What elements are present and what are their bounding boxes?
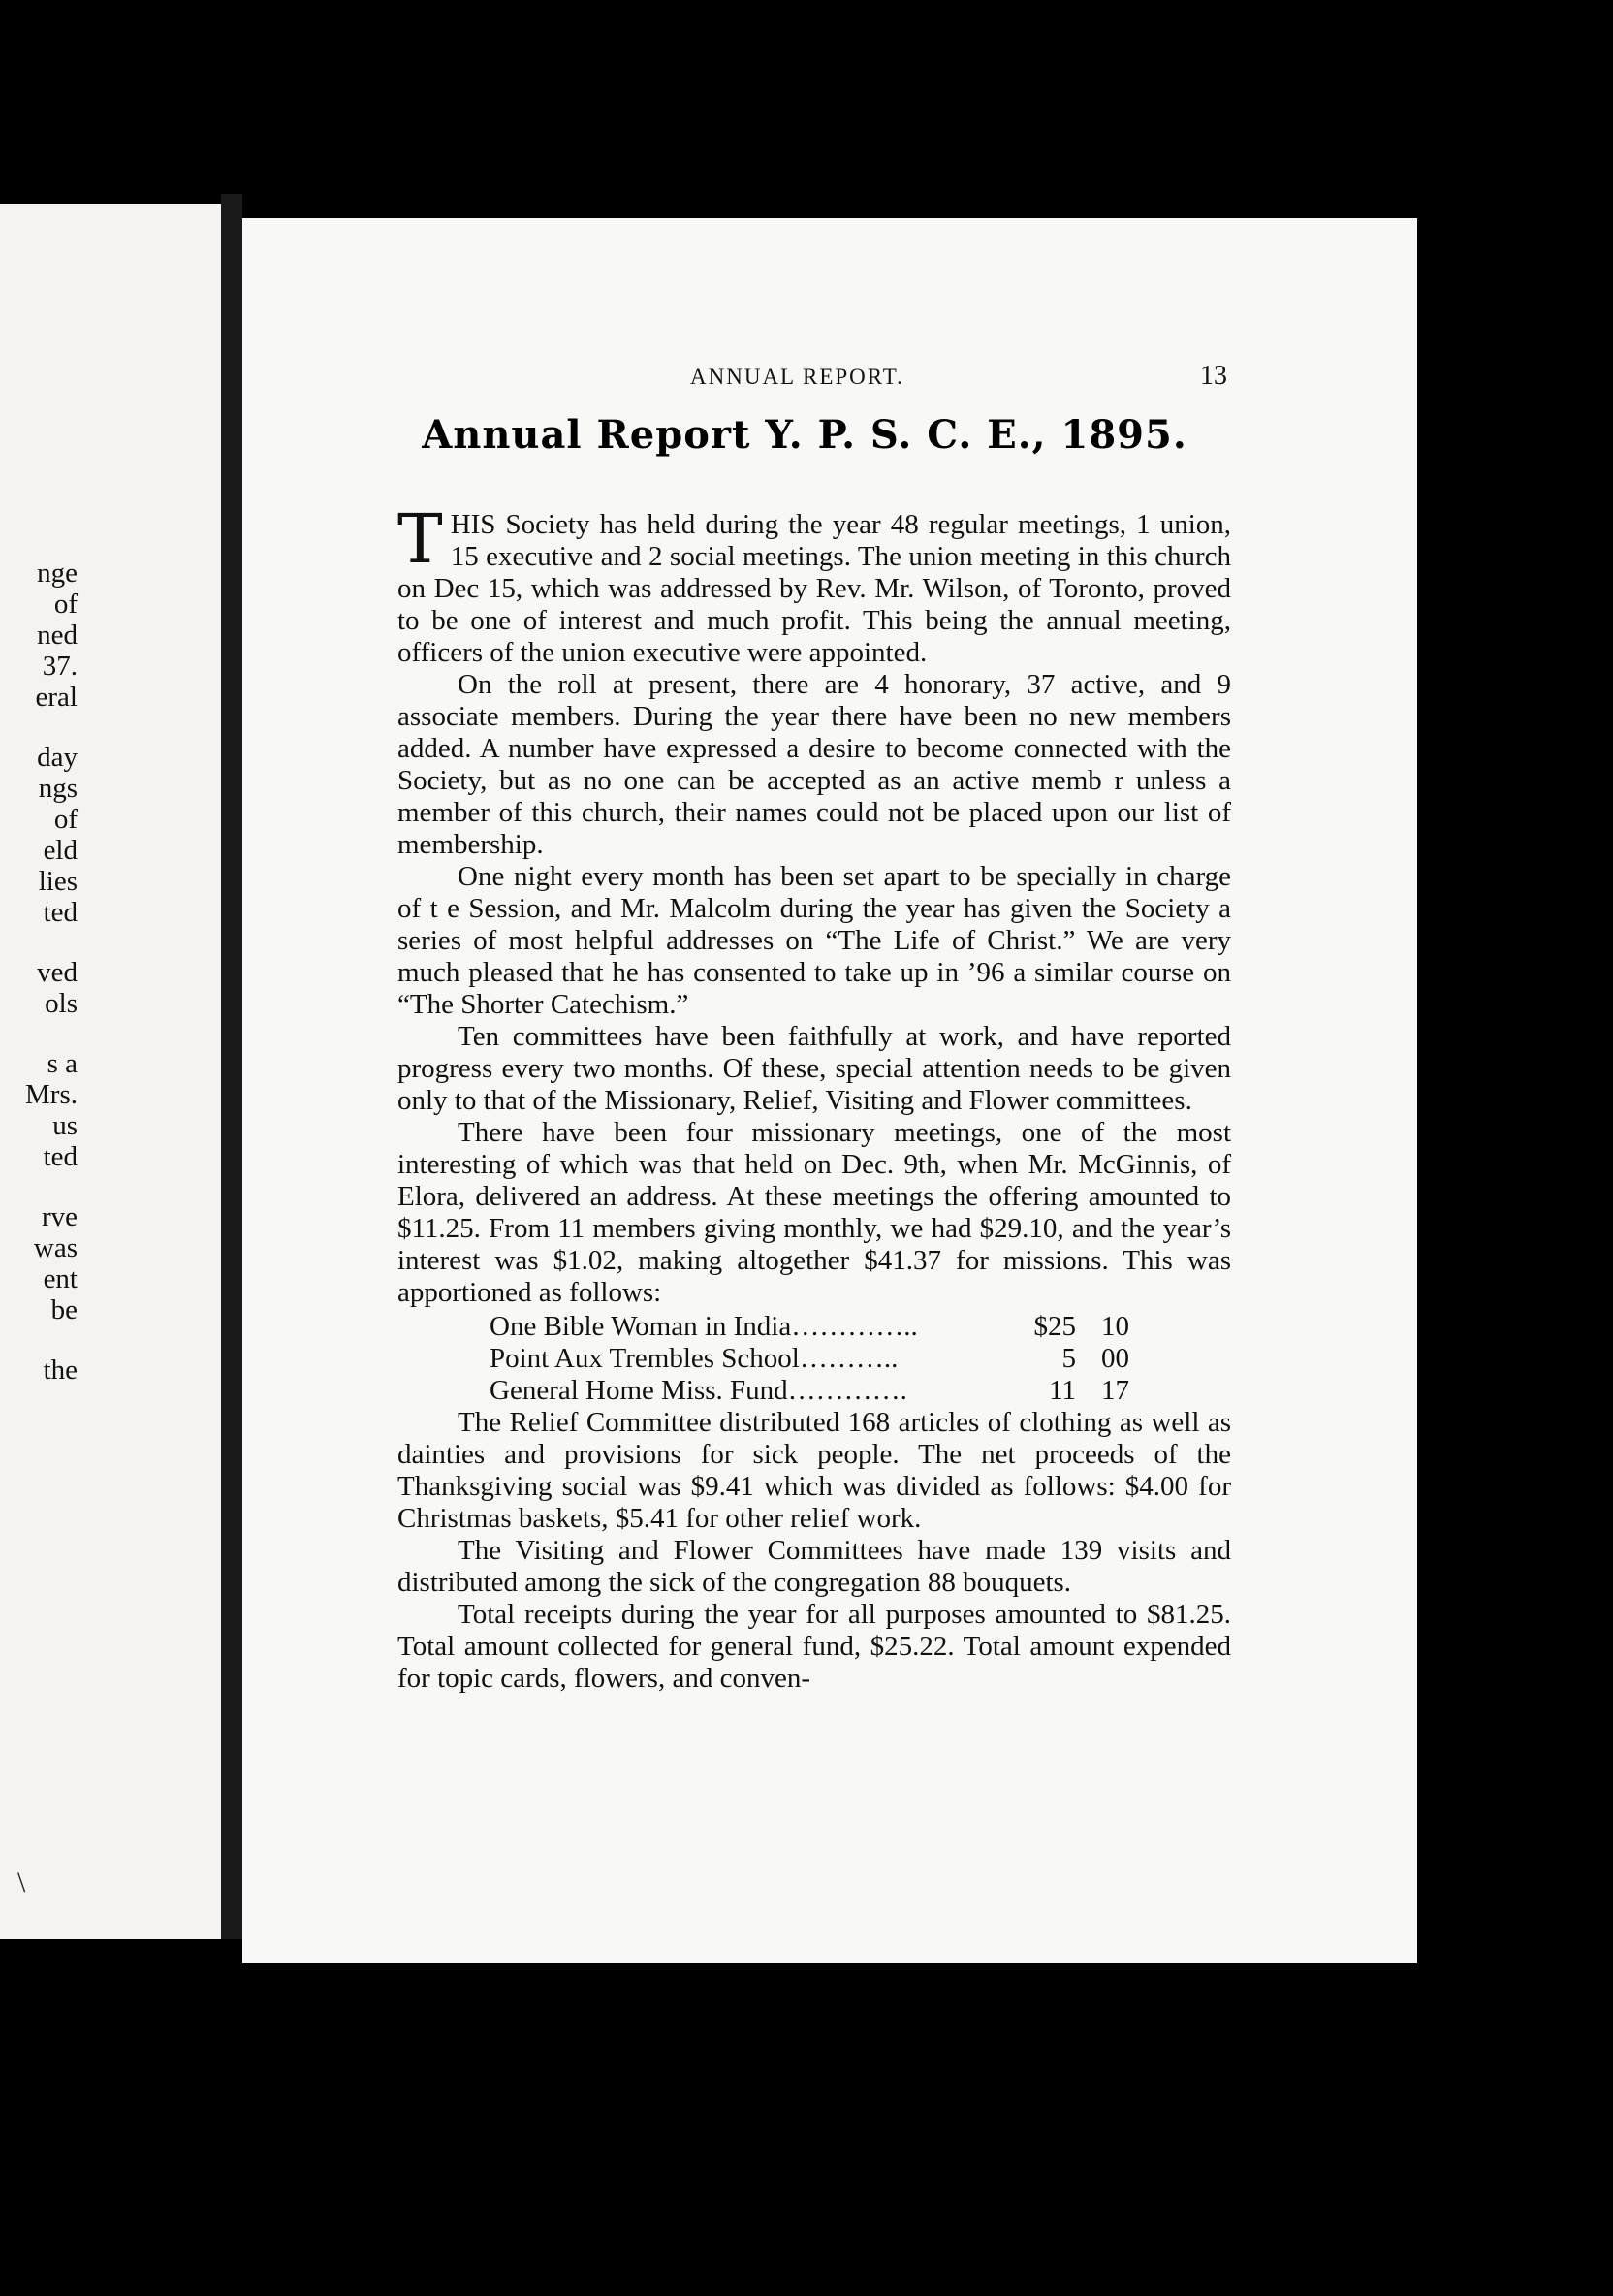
left-page-fragment: ned — [37, 620, 78, 651]
paragraph-membership: On the roll at present, there are 4 honorary, 37 active, and 9 associate members. During the year there have been no new members added. A number have expressed a desire to become connected with the Society, but as no one can be accepted as an active memb r unless a member of this church, their names could not be placed upon our list of membership. — [397, 669, 1231, 860]
pencil-mark: \ — [17, 1866, 26, 1898]
left-page-fragment: eral — [35, 682, 78, 713]
page-title: Annual Report Y. P. S. C. E., 1895. — [422, 412, 1187, 458]
paragraph-committees: Ten committees have been faithfully at work, and have reported progress every two months. Of these, special attention needs to be given only to that of the Missionary, Relief, Visiting and Flower committees. — [397, 1021, 1231, 1116]
left-page-fragment: ngs — [38, 773, 78, 804]
apportion-row — [490, 1375, 1129, 1407]
left-page-fragment — [0, 1172, 78, 1201]
left-page-fragment: was — [33, 1232, 78, 1263]
apportion-cents: 17 — [1101, 1375, 1129, 1406]
left-page-fragment: ved — [37, 957, 78, 988]
left-page-fragment: ted — [43, 1141, 78, 1172]
left-page — [0, 204, 221, 1939]
left-page-fragment: day — [37, 742, 78, 773]
paragraph-intro — [397, 499, 1231, 669]
apportion-cents: 10 — [1101, 1311, 1129, 1342]
left-page-fragment — [0, 1019, 78, 1048]
left-page-fragment: of — [53, 589, 78, 620]
apportion-dollars: $25 — [1033, 1311, 1076, 1342]
left-page-fragment: ent — [43, 1263, 78, 1294]
apportion-label: Point Aux Trembles School……….. — [490, 1343, 899, 1374]
running-head: ANNUAL REPORT. — [690, 365, 904, 389]
apportionment-list — [490, 1311, 1231, 1407]
report-body — [397, 499, 1231, 1695]
left-page-text-fragments — [0, 558, 78, 1386]
paragraph-receipts: Total receipts during the year for all purposes amounted to $81.25. Total amount collected for general fund, $25.22. Total amount expended for topic cards, flowers, and conven- — [397, 1599, 1231, 1694]
left-page-fragment — [0, 713, 78, 742]
apportion-row — [490, 1311, 1129, 1343]
left-page-fragment — [0, 1325, 78, 1355]
left-page-fragment: 37. — [42, 651, 78, 682]
left-page-fragment: s a — [47, 1048, 78, 1079]
apportion-dollars: 5 — [1061, 1343, 1076, 1374]
left-page-fragment: eld — [43, 835, 78, 866]
apportion-cents: 00 — [1101, 1343, 1129, 1374]
left-page-fragment: ted — [43, 897, 78, 928]
paragraph-missionary: There have been four missionary meetings, one of the most interesting of which was that held on Dec. 9th, when Mr. McGinnis, of Elora, delivered an address. At these meetings the offering amounted to $11.25. From 11 members giving monthly, we had $29.10, and the year’s interest was $1.02, making altogether $41.37 for missions. This was apportioned as follows: — [397, 1117, 1231, 1308]
apportion-dollars: 11 — [1049, 1375, 1076, 1406]
left-page-fragment: be — [50, 1294, 78, 1325]
left-page-fragment: Mrs. — [25, 1079, 78, 1110]
left-page-fragment: the — [43, 1355, 78, 1386]
page-number: 13 — [1200, 361, 1227, 391]
apportion-label: One Bible Woman in India………….. — [490, 1311, 918, 1342]
left-page-fragment: of — [53, 804, 78, 835]
paragraph-relief: The Relief Committee distributed 168 articles of clothing as well as dainties and provisions for sick people. The net proceeds of the Thanksgiving social was $9.41 which was divided as follows: $4.00 for Christmas baskets, $5.41 for other relief work. — [397, 1407, 1231, 1534]
left-page-fragment: rve — [41, 1201, 78, 1232]
drop-cap: T — [397, 499, 443, 579]
left-page-fragment: us — [52, 1110, 78, 1141]
paragraph-intro-text: HIS Society has held during the year 48 regular meetings, 1 union, 15 executive and 2 social meetings. The union meeting in this church on Dec 15, which was addressed by Rev. Mr. Wilson, of Toronto, proved to be one of interest and much profit. This being the annual meeting, officers of the union executive were appointed. — [397, 509, 1231, 668]
left-page-fragment: nge — [37, 558, 78, 589]
left-page-fragment: lies — [38, 866, 78, 897]
paragraph-visiting: The Visiting and Flower Committees have made 139 visits and distributed among the sick of the congregation 88 bouquets. — [397, 1535, 1231, 1598]
apportion-row — [490, 1343, 1129, 1375]
apportion-label: General Home Miss. Fund…………. — [490, 1375, 907, 1406]
paragraph-session: One night every month has been set apart to be specially in charge of t e Session, and Mr. Malcolm during the year has given the Society a series of most helpful addresses on “The Life of Christ.” We are very much pleased that he has consented to take up in ’96 a similar course on “The Shorter Catechism.” — [397, 861, 1231, 1020]
left-page-fragment: ols — [45, 988, 78, 1019]
book-spine — [221, 194, 242, 1939]
left-page-fragment — [0, 928, 78, 957]
